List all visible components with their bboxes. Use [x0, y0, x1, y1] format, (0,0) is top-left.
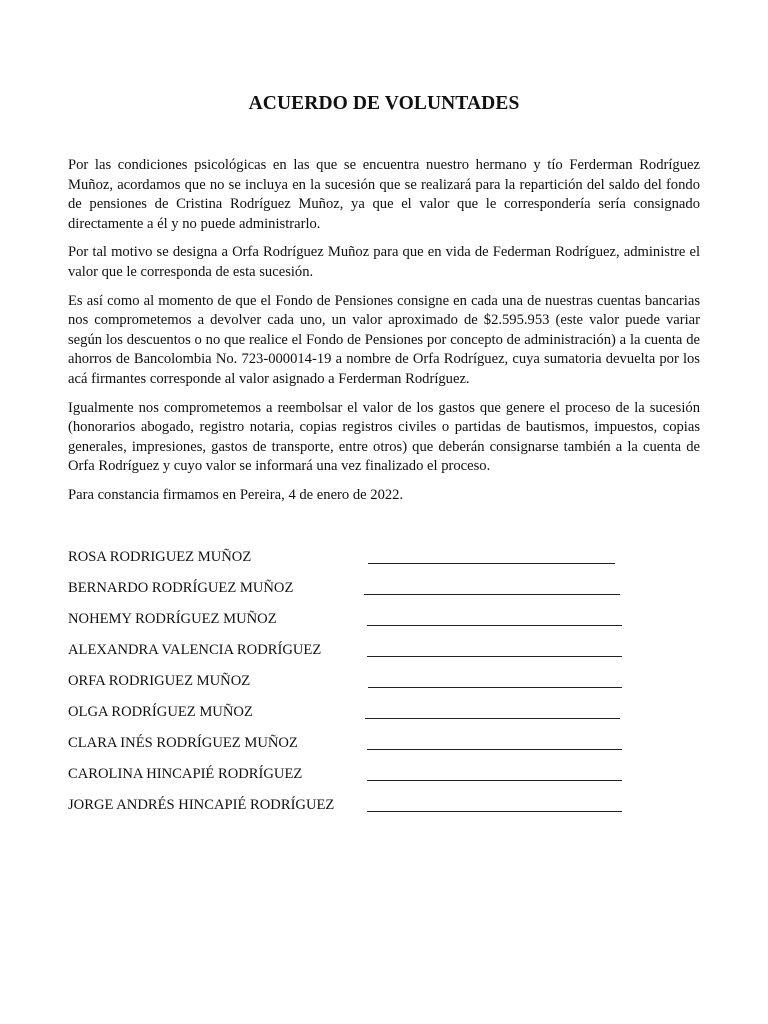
signature-row — [68, 794, 700, 825]
signature-line — [368, 670, 622, 688]
signature-line — [365, 701, 620, 719]
signatory-name: OLGA RODRÍGUEZ MUÑOZ — [68, 704, 253, 720]
signature-row — [68, 701, 700, 732]
signature-line — [364, 577, 620, 595]
signatory-name: ORFA RODRIGUEZ MUÑOZ — [68, 673, 251, 689]
paragraph-designacion: Por tal motivo se designa a Orfa Rodríguez Muñoz para que en vida de Federman Rodríguez, administre el valor que le corresponda de esta sucesión. — [68, 244, 700, 280]
signature-row — [68, 546, 700, 577]
signature-line — [367, 794, 622, 812]
signature-line — [367, 732, 622, 750]
signature-row — [68, 732, 700, 763]
signatory-name: ROSA RODRIGUEZ MUÑOZ — [68, 549, 252, 565]
signature-line — [367, 639, 622, 657]
signature-row — [68, 670, 700, 701]
paragraph-devolucion: Es así como al momento de que el Fondo de Pensiones consigne en cada una de nuestras cuentas bancarias nos comprometemos a devolver cada uno, un valor aproximado de $2.595.953 (este valor puede variar según los descuentos o no que realice el Fondo de Pensiones por concepto de administración) a la cuenta de ahorros de Bancolombia No. 723-000014-19 a nombre de Orfa Rodríguez, cuya sumatoria devuelta por los acá firmantes corresponde al valor asignado a Ferderman Rodríguez. — [68, 292, 700, 387]
paragraph-constancia: Para constancia firmamos en Pereira, 4 de enero de 2022. — [68, 486, 404, 503]
signature-line — [368, 546, 615, 564]
signatory-name: BERNARDO RODRÍGUEZ MUÑOZ — [68, 580, 294, 596]
signature-row — [68, 577, 700, 608]
signature-row — [68, 608, 700, 639]
document-body — [68, 156, 700, 515]
paragraph-condiciones: Por las condiciones psicológicas en las que se encuentra nuestro hermano y tío Ferderman Rodríguez Muñoz, acordamos que no se incluya en la sucesión que se realizará para la repartición del saldo del fondo de pensiones de Cristina Rodríguez Muñoz, ya que el valor que le correspondería sería consignado directamente a él y no puede administrarlo. — [68, 157, 700, 232]
signatory-name: NOHEMY RODRÍGUEZ MUÑOZ — [68, 611, 277, 627]
document-title: ACUERDO DE VOLUNTADES — [248, 93, 520, 114]
signatory-name: JORGE ANDRÉS HINCAPIÉ RODRÍGUEZ — [68, 797, 335, 813]
signature-line — [367, 608, 622, 626]
paragraph-gastos: Igualmente nos comprometemos a reembolsar el valor de los gastos que genere el proceso de la sucesión (honorarios abogado, registro notaria, copias registros civiles o partidas de bautismos, impuestos, copias generales, impresiones, gastos de transporte, entre otros) que deberán consignarse también a la cuenta de Orfa Rodríguez y cuyo valor se informará una vez finalizado el proceso. — [68, 399, 700, 475]
signature-list — [68, 546, 700, 825]
signatory-name: CAROLINA HINCAPIÉ RODRÍGUEZ — [68, 766, 303, 782]
signature-row — [68, 639, 700, 670]
signature-row — [68, 763, 700, 794]
signature-line — [367, 763, 622, 781]
signatory-name: ALEXANDRA VALENCIA RODRÍGUEZ — [68, 642, 322, 658]
signatory-name: CLARA INÉS RODRÍGUEZ MUÑOZ — [68, 735, 298, 751]
